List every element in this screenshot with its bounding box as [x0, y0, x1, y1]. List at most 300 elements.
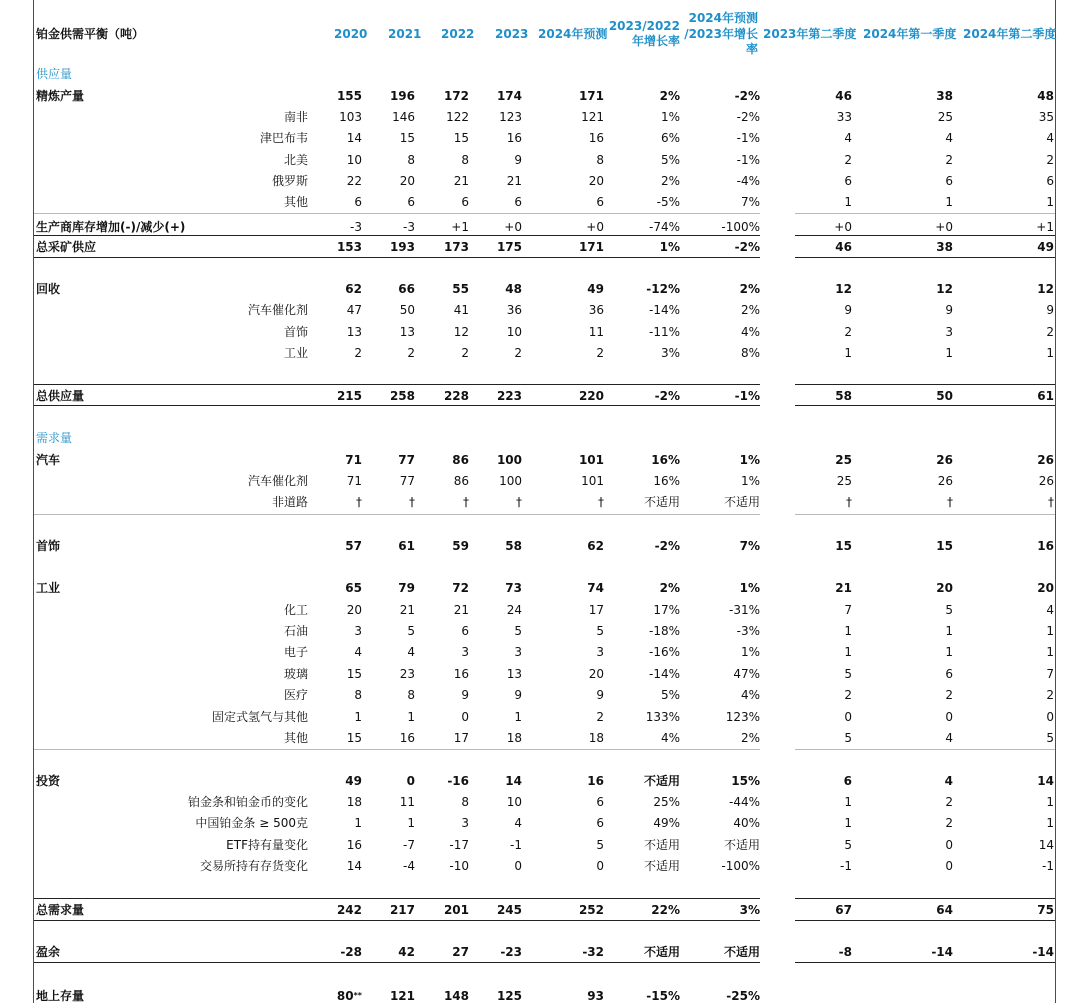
- table-cell: 22: [346, 174, 362, 188]
- table-cell: 2: [844, 325, 852, 339]
- table-cell: 5: [844, 667, 852, 681]
- table-cell: 62: [587, 539, 604, 553]
- table-cell: 223: [496, 389, 522, 403]
- table-cell: 38: [936, 240, 953, 254]
- row-label: 固定式氢气与其他: [211, 710, 308, 724]
- table-cell: 5%: [660, 688, 680, 702]
- row-label: 铂金条和铂金币的变化: [187, 795, 308, 809]
- table-cell: 26: [936, 453, 953, 467]
- row-label: ETF持有量变化: [226, 838, 308, 852]
- table-cell: 5: [945, 603, 953, 617]
- table-cell: 2: [1046, 325, 1054, 339]
- rule: [795, 235, 1055, 236]
- table-cell: 220: [578, 389, 604, 403]
- rule: [795, 257, 1055, 258]
- table-cell: -1: [1042, 859, 1054, 873]
- row-label: 工业: [36, 581, 61, 595]
- table-cell: -100%: [721, 220, 760, 234]
- table-cell: 7: [1046, 667, 1054, 681]
- table-cell: 20: [1037, 581, 1054, 595]
- table-cell: -18%: [648, 624, 680, 638]
- table-cell: 0: [945, 838, 953, 852]
- table-cell: 6: [596, 195, 604, 209]
- table-cell: 41: [453, 303, 469, 317]
- table-cell: 5: [1046, 731, 1054, 745]
- table-cell: 5: [844, 731, 852, 745]
- table-cell: 不适用: [723, 838, 760, 852]
- row-label: 中国铂金条 ≥ 500克: [195, 816, 308, 830]
- table-cell: 1: [514, 710, 522, 724]
- table-cell: 2: [844, 688, 852, 702]
- table-cell: 1: [1046, 795, 1054, 809]
- table-cell: -25%: [726, 989, 760, 1003]
- row-label: 南非: [283, 110, 308, 124]
- table-cell: -28: [340, 945, 362, 959]
- table-cell: 1: [1046, 645, 1054, 659]
- table-cell: 18: [506, 731, 522, 745]
- header-growth-2023-2022-line2: 年增长率: [631, 34, 680, 48]
- table-cell: 35: [1038, 110, 1054, 124]
- table-cell: 2: [1046, 153, 1054, 167]
- table-cell: 11: [588, 325, 604, 339]
- table-cell: -1%: [736, 153, 760, 167]
- table-cell: 3: [514, 645, 522, 659]
- table-cell: 74: [587, 581, 604, 595]
- table-cell: -16: [447, 774, 469, 788]
- table-cell: 2%: [739, 282, 760, 296]
- table-cell: 101: [578, 453, 604, 467]
- table-cell: +0: [935, 220, 953, 234]
- table-cell: 22%: [651, 903, 680, 917]
- table-cell: 72: [452, 581, 469, 595]
- table-cell: 0: [945, 710, 953, 724]
- table-cell: -2%: [654, 539, 680, 553]
- table-cell: †: [598, 495, 604, 509]
- table-cell: 7: [844, 603, 852, 617]
- table-cell: 0: [461, 710, 469, 724]
- table-cell: 16: [588, 131, 604, 145]
- table-cell: 1: [945, 645, 953, 659]
- table-cell: 16%: [651, 453, 680, 467]
- table-cell: 3: [945, 325, 953, 339]
- table-cell: 100: [499, 474, 522, 488]
- table-cell: 2%: [659, 89, 680, 103]
- table-cell: 242: [336, 903, 362, 917]
- table-cell: 245: [496, 903, 522, 917]
- row-label: 总采矿供应: [36, 240, 97, 254]
- table-cell: -1%: [734, 389, 760, 403]
- table-cell: 201: [443, 903, 469, 917]
- row-label: 回收: [36, 282, 61, 296]
- table-cell: 不适用: [643, 945, 680, 959]
- header-q2-2024: 2024年第二季度: [963, 27, 1057, 41]
- table-cell: 5: [596, 624, 604, 638]
- table-cell: 21: [835, 581, 852, 595]
- table-cell: 9: [596, 688, 604, 702]
- rule: [795, 749, 1055, 750]
- table-cell: -3: [350, 220, 362, 234]
- row-label: 工业: [283, 346, 308, 360]
- table-cell: 11: [399, 795, 415, 809]
- table-cell: 2: [1046, 688, 1054, 702]
- table-cell: 67: [835, 903, 852, 917]
- table-cell: 16: [1037, 539, 1054, 553]
- table-cell: 64: [936, 903, 953, 917]
- table-cell: 123: [499, 110, 522, 124]
- table-cell: +0: [504, 220, 522, 234]
- table-cell: 4: [354, 645, 362, 659]
- table-cell: 1: [1046, 195, 1054, 209]
- table-cell: 61: [398, 539, 415, 553]
- table-cell: 18: [346, 795, 362, 809]
- row-label: 生产商库存增加(-)/减少(+): [36, 220, 186, 234]
- row-label: 非道路: [271, 495, 308, 509]
- table-cell: 8%: [740, 346, 760, 360]
- table-cell: 4: [945, 131, 953, 145]
- table-cell: 不适用: [643, 859, 680, 873]
- table-cell: 12: [936, 282, 953, 296]
- table-cell: 0: [844, 710, 852, 724]
- table-cell: -14: [931, 945, 953, 959]
- table-cell: 2: [514, 346, 522, 360]
- table-cell: 3: [461, 645, 469, 659]
- table-cell: 48: [1037, 89, 1054, 103]
- table-cell: 5: [596, 838, 604, 852]
- table-cell: 9: [461, 688, 469, 702]
- table-cell: 71: [346, 474, 362, 488]
- table-cell: -2%: [654, 389, 680, 403]
- table-cell: 46: [835, 240, 852, 254]
- table-cell: 153: [336, 240, 362, 254]
- table-cell: -8: [838, 945, 852, 959]
- table-cell: -5%: [656, 195, 680, 209]
- table-cell: †: [356, 495, 362, 509]
- table-cell: 26: [1037, 453, 1054, 467]
- table-cell: 49: [345, 774, 362, 788]
- table-cell: -2%: [734, 240, 760, 254]
- table-cell: 103: [339, 110, 362, 124]
- table-cell: 58: [505, 539, 522, 553]
- table-cell: 17: [588, 603, 604, 617]
- table-cell: -44%: [728, 795, 760, 809]
- table-cell: 1: [945, 195, 953, 209]
- rule: [795, 514, 1055, 515]
- table-cell: 77: [399, 474, 415, 488]
- table-cell: 6: [354, 195, 362, 209]
- table-cell: 21: [453, 603, 469, 617]
- header-growth-2023-2022-line1: 2023/2022: [608, 19, 680, 33]
- table-cell: +1: [1036, 220, 1054, 234]
- table-cell: 133%: [645, 710, 680, 724]
- table-cell: 196: [389, 89, 415, 103]
- table-cell: 173: [443, 240, 469, 254]
- table-cell: -14: [1032, 945, 1054, 959]
- row-label: 需求量: [36, 431, 73, 445]
- table-title: 铂金供需平衡（吨）: [36, 27, 145, 41]
- rule: [795, 898, 1055, 899]
- rule: [34, 405, 760, 406]
- table-cell: 9: [844, 303, 852, 317]
- table-cell: 50: [399, 303, 415, 317]
- table-cell: 20: [588, 667, 604, 681]
- table-cell: 9: [945, 303, 953, 317]
- table-cell: -74%: [648, 220, 680, 234]
- table-cell: 7%: [740, 195, 760, 209]
- table-cell: 171: [578, 89, 604, 103]
- table-cell: 15: [346, 731, 362, 745]
- table-cell: 125: [496, 989, 522, 1003]
- row-label: 地上存量: [36, 989, 85, 1003]
- table-cell: 1: [844, 195, 852, 209]
- table-cell: 6: [1046, 174, 1054, 188]
- table-cell: 5: [514, 624, 522, 638]
- header-growth-2024-2023-line1: 2024年预测: [688, 11, 758, 25]
- table-cell: -11%: [648, 325, 680, 339]
- header-2022: 2022: [441, 27, 475, 41]
- table-cell: 4: [945, 731, 953, 745]
- table-cell: -15%: [646, 989, 680, 1003]
- table-cell: 4%: [660, 731, 680, 745]
- table-cell: 25: [937, 110, 953, 124]
- table-cell: 8: [461, 153, 469, 167]
- rule: [34, 514, 760, 515]
- table-cell: 1: [844, 795, 852, 809]
- table-cell: -23: [500, 945, 522, 959]
- row-label: 供应量: [36, 67, 73, 81]
- header-2023: 2023: [495, 27, 529, 41]
- table-cell: -14%: [648, 303, 680, 317]
- table-cell: 17%: [653, 603, 680, 617]
- table-cell: +0: [834, 220, 852, 234]
- table-cell: 12: [1037, 282, 1054, 296]
- table-cell: 6: [945, 174, 953, 188]
- rule: [34, 749, 760, 750]
- table-cell: 49: [587, 282, 604, 296]
- table-cell: 175: [496, 240, 522, 254]
- header-q1-2024: 2024年第一季度: [863, 27, 957, 41]
- table-cell: 1: [354, 816, 362, 830]
- table-cell: 3: [596, 645, 604, 659]
- table-cell: -2%: [734, 89, 760, 103]
- table-cell: 217: [389, 903, 415, 917]
- table-cell: 6: [514, 195, 522, 209]
- table-cell: 86: [453, 474, 469, 488]
- table-cell: 47%: [733, 667, 760, 681]
- table-cell: 16: [587, 774, 604, 788]
- table-cell: 1: [407, 816, 415, 830]
- row-label: 交易所持有存货变化: [199, 859, 308, 873]
- table-cell: 15: [399, 131, 415, 145]
- table-cell: 1%: [739, 453, 760, 467]
- table-cell: 4: [1046, 131, 1054, 145]
- table-cell: -2%: [736, 110, 760, 124]
- rule: [34, 898, 760, 899]
- table-cell: 1: [844, 645, 852, 659]
- table-cell: 2: [407, 346, 415, 360]
- table-cell: 不适用: [643, 838, 680, 852]
- table-cell: -14%: [648, 667, 680, 681]
- row-label: 汽车催化剂: [247, 474, 308, 488]
- table-cell: 59: [452, 539, 469, 553]
- table-cell: 15%: [731, 774, 760, 788]
- table-cell: 2: [596, 710, 604, 724]
- table-cell: 46: [835, 89, 852, 103]
- table-cell: 258: [389, 389, 415, 403]
- rule: [795, 405, 1055, 406]
- table-cell: 4: [514, 816, 522, 830]
- table-cell: 55: [452, 282, 469, 296]
- table-cell: -100%: [721, 859, 760, 873]
- table-cell: 1: [844, 816, 852, 830]
- table-cell: -4%: [736, 174, 760, 188]
- table-cell: +0: [586, 220, 604, 234]
- row-label: 其他: [283, 195, 308, 209]
- table-cell: 26: [1038, 474, 1054, 488]
- table-cell: 58: [835, 389, 852, 403]
- table-cell: 2: [461, 346, 469, 360]
- table-cell: 6: [844, 174, 852, 188]
- table-cell: -10: [449, 859, 469, 873]
- table-cell: 13: [506, 667, 522, 681]
- table-cell: 16: [506, 131, 522, 145]
- row-label: 精炼产量: [36, 89, 85, 103]
- rule: [34, 384, 760, 385]
- row-label: 首饰: [36, 539, 61, 553]
- table-cell: 14: [505, 774, 522, 788]
- table-cell: 25: [835, 453, 852, 467]
- table-cell: 2%: [740, 303, 760, 317]
- table-cell: 172: [443, 89, 469, 103]
- table-cell: 33: [836, 110, 852, 124]
- row-label: 医疗: [283, 688, 308, 702]
- table-cell: 3%: [660, 346, 680, 360]
- table-cell: 14: [1038, 838, 1054, 852]
- table-cell: 21: [453, 174, 469, 188]
- table-cell: 2: [945, 816, 953, 830]
- table-cell: 62: [345, 282, 362, 296]
- table-cell: 9: [514, 688, 522, 702]
- table-cell: 6: [461, 624, 469, 638]
- rule: [795, 384, 1055, 385]
- table-cell: 4: [944, 774, 953, 788]
- table-cell: 6: [596, 816, 604, 830]
- table-cell: 15: [453, 131, 469, 145]
- table-cell: 121: [389, 989, 415, 1003]
- row-label: 投资: [36, 774, 61, 788]
- table-cell: 6: [407, 195, 415, 209]
- table-cell: 不适用: [643, 774, 680, 788]
- row-label: 电子: [283, 645, 308, 659]
- table-cell: 25%: [653, 795, 680, 809]
- header-2024-forecast: 2024年预测: [538, 27, 608, 41]
- table-cell: 1: [354, 710, 362, 724]
- rule: [34, 257, 760, 258]
- table-cell: 20: [936, 581, 953, 595]
- table-cell: 1: [844, 346, 852, 360]
- row-label: 津巴布韦: [259, 131, 308, 145]
- table-cell: 2: [945, 795, 953, 809]
- table-cell: 93: [587, 989, 604, 1003]
- table-cell: 8: [407, 153, 415, 167]
- table-cell: 12: [453, 325, 469, 339]
- table-cell: 0: [596, 859, 604, 873]
- table-cell: 16: [346, 838, 362, 852]
- table-cell: 8: [354, 688, 362, 702]
- table-cell: 122: [446, 110, 469, 124]
- table-cell: 50: [936, 389, 953, 403]
- table-cell: 86: [452, 453, 469, 467]
- rule: [795, 920, 1055, 921]
- table-cell: 174: [496, 89, 522, 103]
- table-cell: -3%: [736, 624, 760, 638]
- table-cell: 66: [398, 282, 415, 296]
- table-cell: 0: [406, 774, 415, 788]
- table-cell: 5: [407, 624, 415, 638]
- table-cell: 14: [346, 859, 362, 873]
- table-cell: 40%: [733, 816, 760, 830]
- table-cell: 47: [346, 303, 362, 317]
- table-cell: 73: [505, 581, 522, 595]
- table-cell: 77: [398, 453, 415, 467]
- table-cell: 6: [461, 195, 469, 209]
- table-cell: 17: [453, 731, 469, 745]
- table-cell: -1: [510, 838, 522, 852]
- table-cell: 2: [844, 153, 852, 167]
- rule: [34, 235, 760, 236]
- table-cell: 4%: [740, 688, 760, 702]
- table-cell: 1: [844, 624, 852, 638]
- table-cell: 148: [443, 989, 469, 1003]
- table-cell: 1: [1046, 346, 1054, 360]
- table-cell: 20: [346, 603, 362, 617]
- table-cell: 1%: [740, 645, 760, 659]
- table-cell: †: [947, 495, 953, 509]
- table-cell: 2%: [740, 731, 760, 745]
- header-2020: 2020: [334, 27, 368, 41]
- table-cell: 1%: [660, 110, 680, 124]
- table-cell: 25: [836, 474, 852, 488]
- rule: [795, 213, 1055, 214]
- table-cell: 16%: [653, 474, 680, 488]
- row-label: 化工: [283, 603, 308, 617]
- table-cell: 27: [452, 945, 469, 959]
- table-cell: 24: [506, 603, 522, 617]
- table-cell: 14: [346, 131, 362, 145]
- left-border: [33, 0, 34, 1003]
- table-cell: -1%: [736, 131, 760, 145]
- table-cell: 49%: [653, 816, 680, 830]
- table-cell: 228: [443, 389, 469, 403]
- table-cell: 3: [461, 816, 469, 830]
- row-label: 总需求量: [36, 903, 85, 917]
- table-cell: 13: [346, 325, 362, 339]
- row-label: 盈余: [36, 945, 61, 959]
- table-cell: 不适用: [723, 945, 760, 959]
- table-cell: 10: [506, 325, 522, 339]
- table-cell: 9: [1046, 303, 1054, 317]
- table-cell: 0: [514, 859, 522, 873]
- table-cell: 8: [407, 688, 415, 702]
- table-cell: -7: [403, 838, 415, 852]
- table-cell: 13: [399, 325, 415, 339]
- table-cell: 146: [392, 110, 415, 124]
- table-cell: 2: [945, 153, 953, 167]
- row-label: 其他: [283, 731, 308, 745]
- table-cell: 101: [581, 474, 604, 488]
- rule: [34, 962, 760, 963]
- table-cell: 21: [506, 174, 522, 188]
- table-cell: -32: [582, 945, 604, 959]
